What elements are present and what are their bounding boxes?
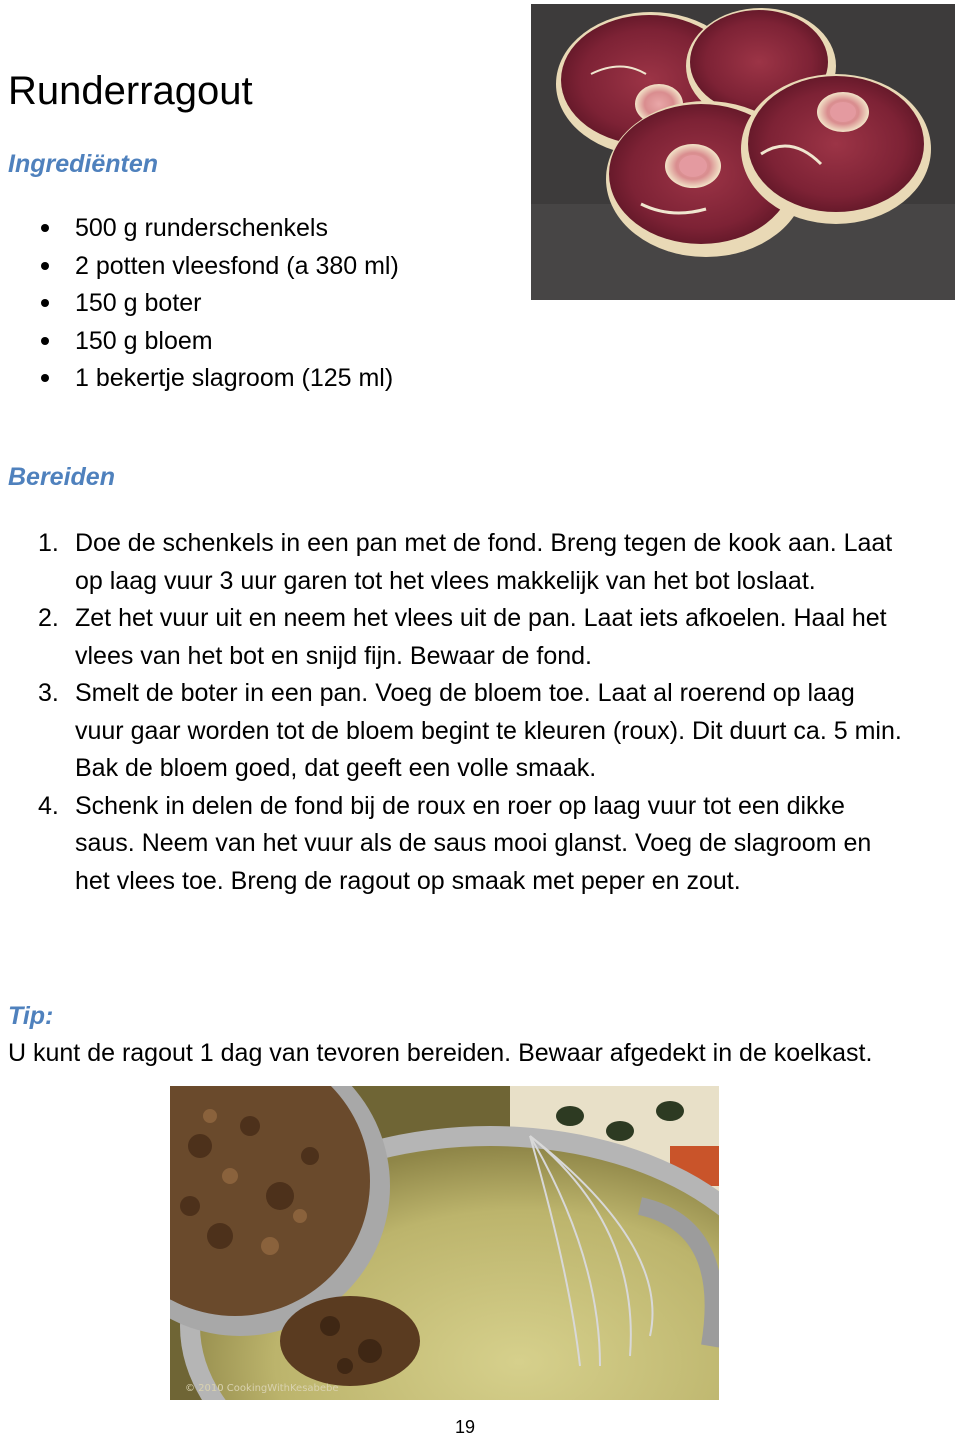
step-item — [0, 525, 905, 600]
ingredient-list — [0, 211, 399, 399]
step-text: Schenk in delen de fond bij de roux en roer op laag vuur tot een dikke saus. Neem van het vuur als de saus mooi glanst. Voeg de slagroom en het vlees toe. Breng de ragout op smaak met peper en zout. — [75, 791, 872, 895]
step-item — [0, 788, 905, 901]
preparation-steps — [0, 525, 960, 900]
page-number: 19 — [454, 1417, 476, 1437]
bullet-icon — [41, 224, 49, 232]
ingredient-item: 150 g boter — [0, 286, 399, 324]
ingredients-heading: Ingrediënten — [8, 150, 159, 178]
bullet-icon — [41, 262, 49, 270]
step-text: Doe de schenkels in een pan met de fond. Breng tegen de kook aan. Laat op laag vuur 3 uur garen tot het vlees makkelijk van het bot loslaat. — [75, 529, 893, 595]
step-number: 3. — [38, 679, 59, 707]
step-number: 1. — [38, 529, 59, 557]
tip-heading: Tip: — [8, 1002, 54, 1030]
preparation-heading: Bereiden — [8, 463, 115, 491]
step-text: Zet het vuur uit en neem het vlees uit de pan. Laat iets afkoelen. Haal het vlees van het bot en snijd fijn. Bewaar de fond. — [75, 604, 887, 670]
bullet-icon — [41, 299, 49, 307]
tip-text: U kunt de ragout 1 dag van tevoren bereiden. Bewaar afgedekt in de koelkast. — [8, 1039, 873, 1067]
step-text: Smelt de boter in een pan. Voeg de bloem toe. Laat al roerend op laag vuur gaar worden tot de bloem begint te kleuren (roux). Dit duurt ca. 5 min. Bak de bloem goed, dat geeft een volle smaak. — [75, 679, 902, 782]
ingredient-item: 150 g bloem — [0, 324, 399, 362]
recipe-title: Runderragout — [8, 69, 253, 113]
step-number: 4. — [38, 791, 59, 820]
ingredient-item: 2 potten vleesfond (a 380 ml) — [0, 249, 399, 287]
step-item — [0, 675, 905, 788]
ingredient-item: 1 bekertje slagroom (125 ml) — [0, 361, 399, 399]
bullet-icon — [41, 374, 49, 382]
step-number: 2. — [38, 604, 59, 632]
step-item — [0, 600, 905, 675]
ingredient-item: 500 g runderschenkels — [0, 211, 399, 249]
photo-credit: © 2010 CookingWithKesabebe — [185, 1383, 339, 1394]
beef-shank-photo — [531, 4, 955, 300]
bullet-icon — [41, 337, 49, 345]
ragout-photo — [170, 1086, 719, 1400]
